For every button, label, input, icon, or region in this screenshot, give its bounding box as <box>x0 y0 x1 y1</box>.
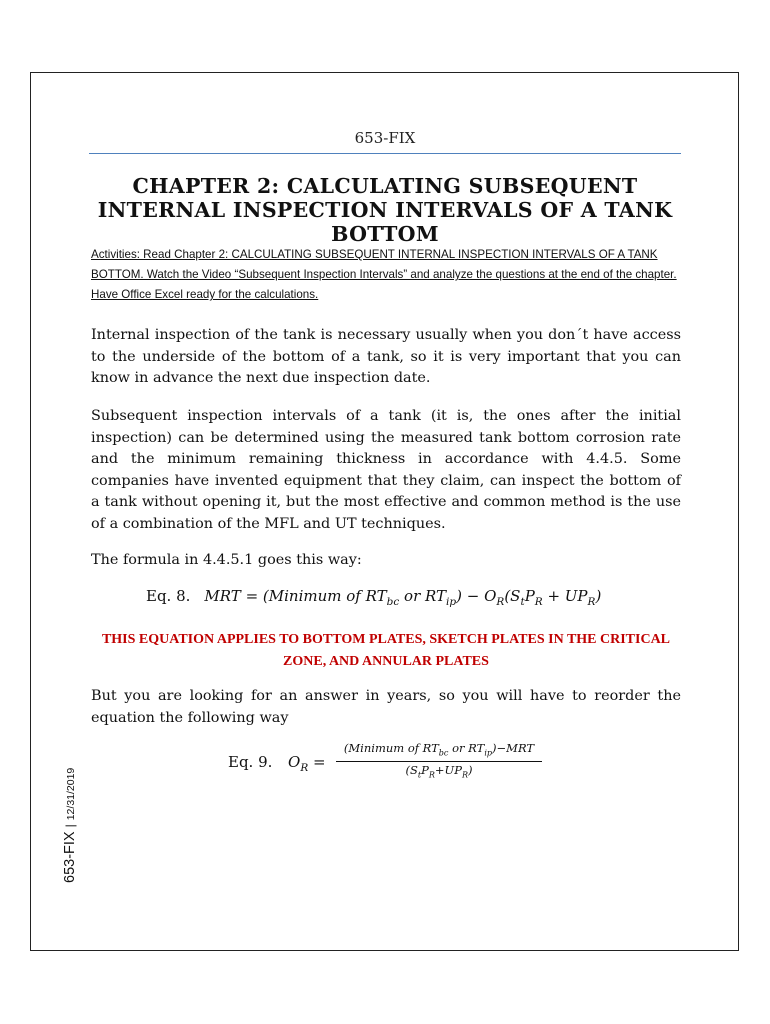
header-rule <box>89 153 681 154</box>
fraction-denominator: $(S_tP_R+UP_R)$ <box>405 763 473 780</box>
body-paragraph: The formula in 4.4.5.1 goes this way: <box>91 552 362 568</box>
running-header: 653-FIX <box>354 129 416 147</box>
chapter-title: CHAPTER 2: CALCULATING SUBSEQUENT INTERNAL INSPECTION INTERVALS OF A TANK BOTTOM <box>97 174 673 246</box>
body-paragraph: But you are looking for an answer in years, so you will have to reorder the equation the following way <box>91 688 681 726</box>
fraction-numerator: (Minimum of $RT_{bc}$ or $RT_{ip})-MRT$ <box>336 741 542 762</box>
side-date: 12/31/2019 <box>65 767 77 821</box>
equation-lhs: $O_R$ = <box>288 753 326 774</box>
document-page <box>30 72 739 951</box>
side-doc-code: 653-FIX <box>62 831 78 883</box>
warning-note: THIS EQUATION APPLIES TO BOTTOM PLATES, SKETCH PLATES IN THE CRITICAL ZONE, AND ANNULAR PLATES <box>101 632 671 669</box>
side-separator: | <box>63 824 77 828</box>
equation-label: Eq. 9. <box>228 753 273 771</box>
equation-label: Eq. 8. <box>146 587 191 605</box>
body-paragraph: Subsequent inspection intervals of a tank (it is, the ones after the initial inspection) can be determined using the measured tank bottom corrosion rate and the minimum remaining thickness in accordance with 4.4.5. Some companies have invented equipment that they claim, can inspect the bottom of a tank without opening it, but the most effective and common method is the use of a combination of the MFL and UT techniques. <box>91 408 681 532</box>
equation-8 <box>146 587 686 608</box>
equation-fraction <box>336 741 542 784</box>
side-footer <box>51 753 78 883</box>
body-paragraph: Internal inspection of the tank is necessary usually when you don´t have access to the underside of the bottom of a tank, so it is very important that you can know in advance the next due inspection date. <box>91 327 681 386</box>
equation-9 <box>228 741 608 785</box>
equation-body: MRT = (Minimum of $RT_{bc}$ or $RT_{ip}) - O_R(S_tP_R + UP_R)$ <box>204 587 602 608</box>
activities-note: Activities: Read Chapter 2: CALCULATING SUBSEQUENT INTERNAL INSPECTION INTERVALS OF A TANK BOTTOM. Watch the Video “Subsequent Inspection Intervals” and analyze the questions at the end of the chapter. Have Office Excel ready for the calculations. <box>91 248 677 301</box>
